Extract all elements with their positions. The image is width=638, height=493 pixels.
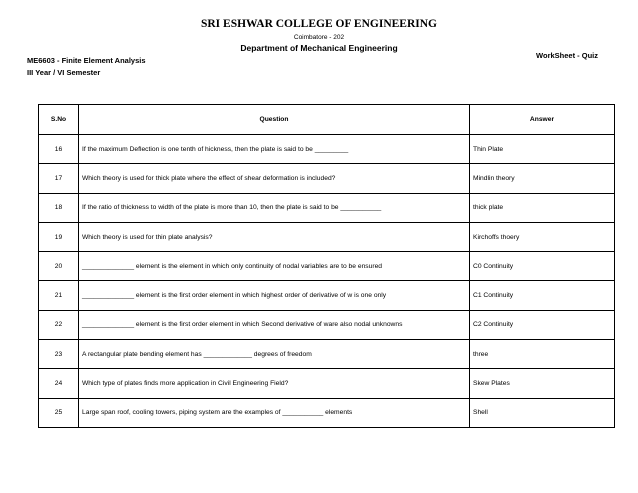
- table-row: [39, 340, 615, 369]
- cell-sno: 17: [39, 164, 79, 193]
- cell-question: ______________ element is the element in which only continuity of nodal variables are to be ensured: [79, 252, 470, 281]
- column-header-answer: Answer: [470, 105, 615, 135]
- quiz-table: [38, 104, 615, 428]
- cell-answer: Kirchoffs thoery: [470, 222, 615, 251]
- cell-sno: 20: [39, 252, 79, 281]
- cell-answer: C0 Continuity: [470, 252, 615, 281]
- worksheet-label: WorkSheet - Quiz: [536, 51, 598, 60]
- cell-sno: 19: [39, 222, 79, 251]
- college-name: SRI ESHWAR COLLEGE OF ENGINEERING: [200, 18, 437, 30]
- cell-answer: Mindlin theory: [470, 164, 615, 193]
- column-header-question: Question: [79, 105, 470, 135]
- college-location: Coimbatore - 202: [293, 34, 345, 41]
- cell-question: A rectangular plate bending element has _____________ degrees of freedom: [79, 340, 470, 369]
- table-row: [39, 281, 615, 310]
- department-name: Department of Mechanical Engineering: [240, 43, 398, 53]
- cell-sno: 24: [39, 369, 79, 398]
- cell-question: Large span roof, cooling towers, piping system are the examples of ___________ elements: [79, 398, 470, 427]
- cell-sno: 25: [39, 398, 79, 427]
- cell-question: If the maximum Deflection is one tenth of hickness, then the plate is said to be _________: [79, 135, 470, 164]
- cell-answer: thick plate: [470, 193, 615, 222]
- table-row: [39, 398, 615, 427]
- table-row: [39, 135, 615, 164]
- table-row: [39, 252, 615, 281]
- cell-question: If the ratio of thickness to width of the plate is more than 10, then the plate is said to be ___________: [79, 193, 470, 222]
- quiz-table-body: [39, 135, 615, 428]
- cell-question: ______________ element is the first order element in which highest order of derivative of w is one only: [79, 281, 470, 310]
- cell-question: Which theory is used for thin plate analysis?: [79, 222, 470, 251]
- semester-label: III Year / VI Semester: [27, 68, 101, 77]
- cell-question: Which theory is used for thick plate where the effect of shear deformation is included?: [79, 164, 470, 193]
- course-title: ME6603 - Finite Element Analysis: [27, 56, 146, 65]
- cell-answer: three: [470, 340, 615, 369]
- cell-sno: 21: [39, 281, 79, 310]
- table-row: [39, 164, 615, 193]
- cell-answer: Shell: [470, 398, 615, 427]
- table-row: [39, 193, 615, 222]
- cell-answer: Thin Plate: [470, 135, 615, 164]
- cell-sno: 22: [39, 310, 79, 339]
- cell-sno: 18: [39, 193, 79, 222]
- cell-question: ______________ element is the first order element in which Second derivative of ware also nodal unknowns: [79, 310, 470, 339]
- cell-answer: Skew Plates: [470, 369, 615, 398]
- table-row: [39, 222, 615, 251]
- cell-sno: 23: [39, 340, 79, 369]
- table-header-row: [39, 105, 615, 135]
- table-row: [39, 369, 615, 398]
- column-header-sno: S.No: [39, 105, 79, 135]
- cell-question: Which type of plates finds more application in Civil Engineering Field?: [79, 369, 470, 398]
- cell-answer: C2 Continuity: [470, 310, 615, 339]
- table-row: [39, 310, 615, 339]
- cell-answer: C1 Continuity: [470, 281, 615, 310]
- cell-sno: 16: [39, 135, 79, 164]
